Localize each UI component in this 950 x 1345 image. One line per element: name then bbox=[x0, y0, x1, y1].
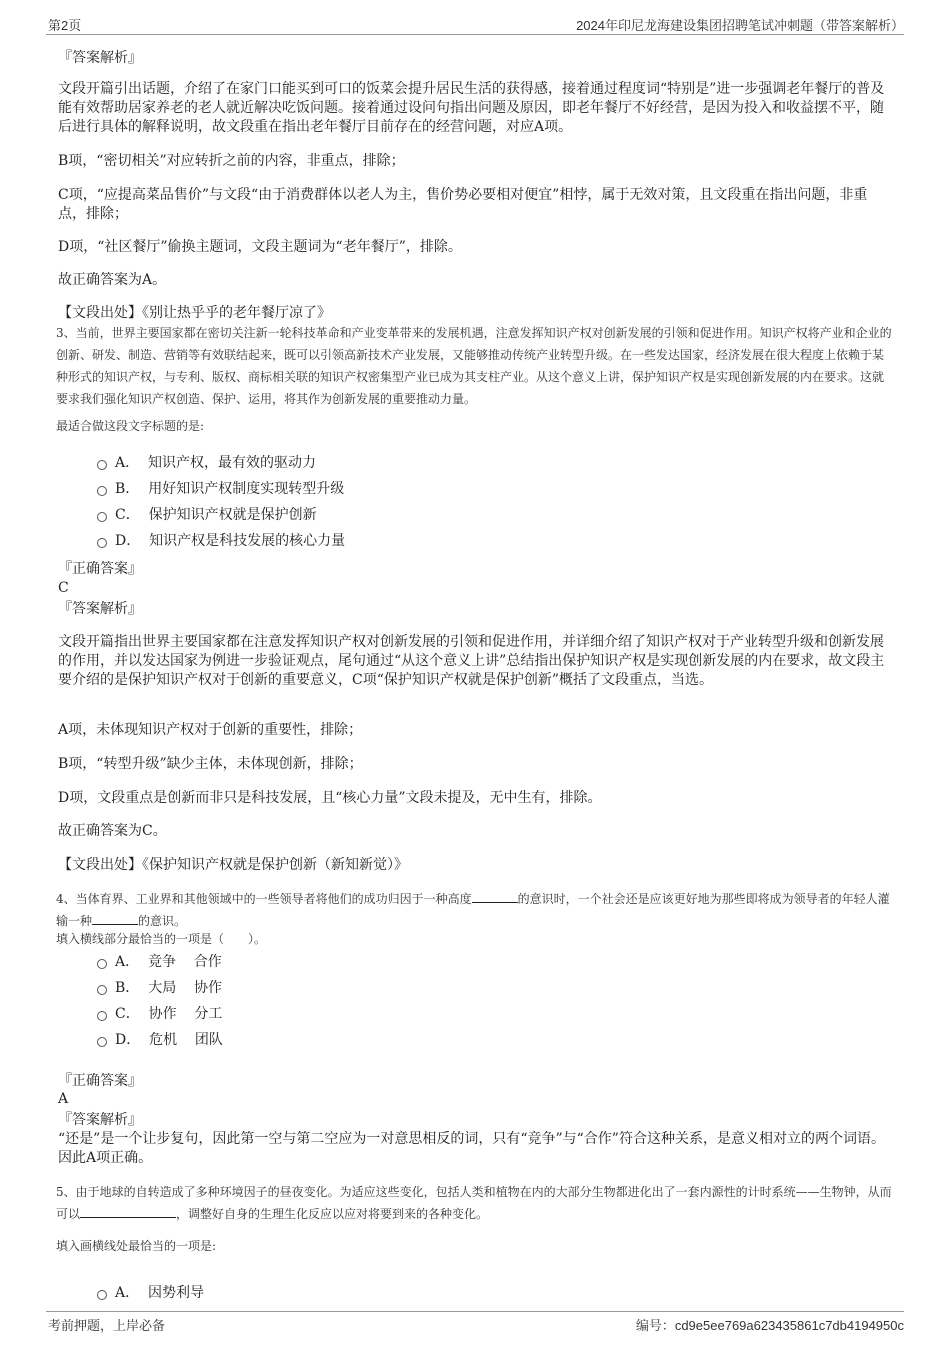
page-header bbox=[46, 12, 904, 35]
document-id: 编号：cd9e5ee769a623435861c7db4194950c bbox=[635, 1318, 904, 1333]
q4-option-d[interactable]: D． 危机 团队 bbox=[97, 1031, 223, 1049]
q4-analysis-label: 『答案解析』 bbox=[58, 1112, 142, 1128]
radio-icon bbox=[97, 486, 107, 496]
q2-analysis-p5: 故正确答案为A。 bbox=[58, 272, 167, 288]
q3-analysis-p1: 文段开篇指出世界主要国家都在注意发挥知识产权对创新发展的引领和促进作用，并详细介绍了知识产权对于产业转型升级和创新发展的作用，并以发达国家为例进一步验证观点，尾句通过“从这个意义上讲”总结指出保护知识产权是实现创新发展的内在要求，故文段主要介绍的是保护知识产权对于创新的重要意义，C项“保护知识产权就是保护创新”概括了文段重点，当选。 bbox=[58, 634, 885, 688]
q4-option-a[interactable]: A． 竞争 合作 bbox=[97, 953, 222, 971]
radio-icon bbox=[97, 1037, 107, 1047]
q4-analysis: “还是”是一个让步复句，因此第一空与第二空应为一对意思相反的词，只有“竞争”与“合作”符合这种关系，是意义相对立的两个词语。因此A项正确。 bbox=[58, 1131, 885, 1166]
radio-icon bbox=[97, 460, 107, 470]
q4-option-c[interactable]: C． 协作 分工 bbox=[97, 1005, 222, 1023]
q4-stem: 4、当体育界、工业界和其他领域中的一些领导者将他们的成功归因于一种高度 的意识时，一个社会还是应该更好地为那些即将成为领导者的年轻人灌输一种 的意识。 bbox=[56, 892, 890, 928]
q4-answer: A bbox=[58, 1091, 69, 1107]
q5-stem: 5、由于地球的自转造成了多种环境因子的昼夜变化。为适应这些变化，包括人类和植物在内的大部分生物都进化出了一套内源性的计时系统——生物钟，从而可以 ，调整好自身的生理生化反应以应对将要到来的各种变化。 bbox=[56, 1185, 892, 1221]
radio-icon bbox=[97, 985, 107, 995]
q2-analysis-p2: B项，“密切相关”对应转折之前的内容，非重点，排除； bbox=[58, 153, 405, 169]
blank-line bbox=[92, 912, 138, 925]
document-title: 2024年印尼龙海建设集团招聘笔试冲刺题（带答案解析） bbox=[576, 18, 904, 33]
q3-answer: C bbox=[58, 580, 69, 596]
q2-analysis-p1: 文段开篇引出话题，介绍了在家门口能买到可口的饭菜会提升居民生活的获得感，接着通过程度词“特别是”进一步强调老年餐厅的普及能有效帮助居家养老的老人就近解决吃饭问题。接着通过设问句指出问题及原因，即老年餐厅不好经营，是因为投入和收益摆不平，随后进行具体的解释说明，故文段重在指出老年餐厅目前存在的经营问题，对应A项。 bbox=[58, 81, 885, 135]
q3-analysis-p3: B项，“转型升级”缺少主体，未体现创新，排除； bbox=[58, 756, 363, 772]
q3-stem: 3、当前，世界主要国家都在密切关注新一轮科技革命和产业变革带来的发展机遇，注意发挥知识产权对创新发展的引领和促进作用。知识产权将产业和企业的创新、研发、制造、营销等有效联结起来，既可以引领高新技术产业发展，又能够推动传统产业转型升级。在一些发达国家，经济发展在很大程度上依赖于某种形式的知识产权，与专利、版权、商标相关联的知识产权密集型产业已成为其支柱产业。从这个意义上讲，保护知识产权是实现创新发展的内在要求。这就要求我们强化知识产权创造、保护、运用，将其作为创新发展的重要推动力量。 bbox=[56, 326, 892, 406]
q3-prompt: 最适合做这段文字标题的是: bbox=[56, 419, 205, 433]
q3-option-d[interactable]: D． 知识产权是科技发展的核心力量 bbox=[97, 532, 345, 550]
q2-analysis-p4: D项，“社区餐厅”偷换主题词，文段主题词为“老年餐厅”，排除。 bbox=[58, 239, 462, 255]
q3-analysis-label: 『答案解析』 bbox=[58, 601, 142, 617]
q4-answer-label: 『正确答案』 bbox=[58, 1073, 142, 1089]
q4-prompt: 填入横线部分最恰当的一项是（ ）。 bbox=[56, 932, 267, 946]
radio-icon bbox=[97, 959, 107, 969]
page-footer bbox=[46, 1311, 904, 1336]
q5-option-a[interactable]: A． 因势利导 bbox=[97, 1284, 204, 1302]
q3-answer-label: 『正确答案』 bbox=[58, 561, 142, 577]
q4-option-b[interactable]: B． 大局 协作 bbox=[97, 979, 222, 997]
q5-prompt: 填入画横线处最恰当的一项是: bbox=[56, 1239, 217, 1253]
q3-option-b[interactable]: B． 用好知识产权制度实现转型升级 bbox=[97, 480, 344, 498]
q2-analysis-p3: C项，“应提高菜品售价”与文段“由于消费群体以老人为主，售价势必要相对便宜”相悖，属于无效对策，且文段重在指出问题，非重点，排除； bbox=[58, 187, 868, 222]
q3-analysis-p2: A项，未体现知识产权对于创新的重要性，排除； bbox=[58, 722, 363, 738]
page-number: 第2页 bbox=[48, 18, 82, 33]
blank-line bbox=[472, 890, 518, 903]
q3-analysis-p5: 故正确答案为C。 bbox=[58, 823, 167, 839]
blank-line bbox=[80, 1205, 176, 1218]
q3-option-a[interactable]: A． 知识产权，最有效的驱动力 bbox=[97, 454, 316, 472]
q3-source: 【文段出处】《保护知识产权就是保护创新（新知新觉）》 bbox=[58, 857, 408, 873]
q2-source: 【文段出处】《别让热乎乎的老年餐厅凉了》 bbox=[58, 305, 331, 321]
radio-icon bbox=[97, 512, 107, 522]
radio-icon bbox=[97, 538, 107, 548]
radio-icon bbox=[97, 1011, 107, 1021]
q2-analysis-label: 『答案解析』 bbox=[58, 50, 142, 66]
footer-slogan: 考前押题，上岸必备 bbox=[48, 1318, 166, 1333]
q3-option-c[interactable]: C． 保护知识产权就是保护创新 bbox=[97, 506, 317, 524]
q3-analysis-p4: D项，文段重点是创新而非只是科技发展，且“核心力量”文段未提及，无中生有，排除。 bbox=[58, 790, 602, 806]
radio-icon bbox=[97, 1290, 107, 1300]
